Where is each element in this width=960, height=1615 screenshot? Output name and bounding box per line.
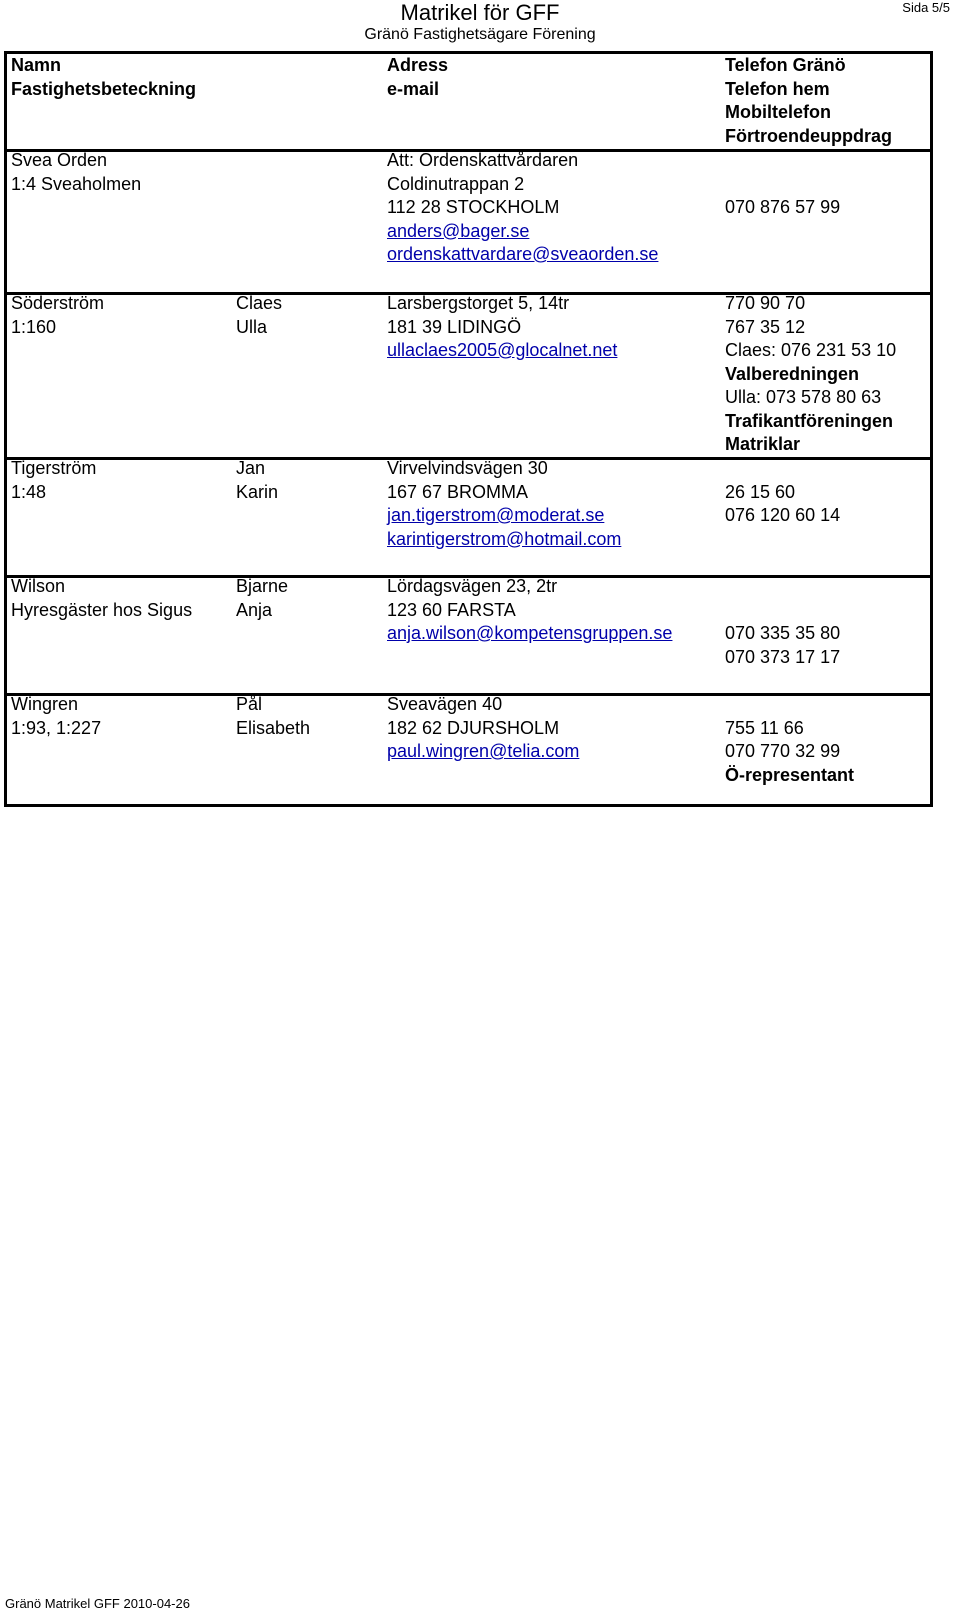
member-phone-cell	[725, 457, 840, 528]
member-address-cell	[387, 693, 579, 764]
phone-line	[725, 173, 840, 197]
member-firstname-cell	[236, 693, 310, 740]
member-surname: Svea Orden	[11, 150, 108, 170]
member-first-name: Elisabeth	[236, 717, 311, 738]
member-property: 1:4 Sveaholmen	[11, 173, 142, 194]
phone-line	[725, 599, 840, 623]
member-surname: Söderström	[11, 293, 105, 313]
phone-line: 770 90 70	[725, 293, 806, 313]
address-line: Att: Ordenskattvårdaren	[387, 150, 579, 170]
member-address-cell	[387, 292, 617, 363]
member-surname: Tigerström	[11, 458, 97, 478]
header-name-label: Namn	[11, 55, 62, 75]
member-phone-cell	[725, 292, 896, 457]
table-header-row	[7, 54, 930, 152]
table-row	[7, 457, 930, 578]
phone-line	[725, 575, 840, 599]
phone-line	[725, 693, 854, 717]
member-phone-cell	[725, 149, 840, 220]
member-phone-cell	[725, 693, 854, 787]
member-name-cell	[11, 292, 104, 339]
member-first-name: Karin	[236, 481, 279, 502]
address-line: 112 28 STOCKHOLM	[387, 197, 560, 217]
address-line: Lördagsvägen 23, 2tr	[387, 576, 558, 596]
header-phone-grano-label: Telefon Gränö	[725, 55, 846, 75]
header-address-label: Adress	[387, 55, 449, 75]
phone-line: 070 770 32 99	[725, 741, 841, 761]
member-name-cell	[11, 693, 101, 740]
phone-line	[725, 149, 840, 173]
address-line: 181 39 LIDINGÖ	[387, 316, 522, 337]
member-surname: Wingren	[11, 694, 79, 714]
column-header-address	[387, 54, 448, 101]
member-first-name: Bjarne	[236, 576, 289, 596]
phone-line: 755 11 66	[725, 717, 804, 738]
phone-line: Claes: 076 231 53 10	[725, 340, 897, 360]
phone-line: 070 876 57 99	[725, 197, 841, 217]
address-line: Sveavägen 40	[387, 694, 503, 714]
address-line: 167 67 BROMMA	[387, 481, 529, 502]
assignment-line: Valberedningen	[725, 363, 860, 384]
address-line: Larsbergstorget 5, 14tr	[387, 293, 570, 313]
address-line: 123 60 FARSTA	[387, 599, 516, 620]
member-first-name: Pål	[236, 694, 263, 714]
email-link[interactable]: anders@bager.se	[387, 220, 530, 241]
member-register-table	[4, 51, 933, 807]
email-link[interactable]: karintigerstrom@hotmail.com	[387, 528, 622, 549]
header-email-label: e-mail	[387, 78, 440, 99]
table-row	[7, 693, 930, 804]
assignment-line: Ö-representant	[725, 764, 855, 785]
member-first-name: Ulla	[236, 316, 268, 337]
member-firstname-cell	[236, 457, 278, 504]
address-line: Virvelvindsvägen 30	[387, 458, 548, 478]
page-number-label: Sida 5/5	[902, 0, 950, 15]
member-name-cell	[11, 149, 141, 196]
table-row	[7, 575, 930, 696]
email-link[interactable]: ullaclaes2005@glocalnet.net	[387, 340, 618, 360]
member-name-cell	[11, 575, 192, 622]
member-property: Hyresgäster hos Sigus	[11, 599, 193, 620]
email-link[interactable]: jan.tigerstrom@moderat.se	[387, 505, 605, 525]
member-address-cell	[387, 149, 658, 267]
email-link[interactable]: ordenskattvardare@sveaorden.se	[387, 244, 659, 264]
member-surname: Wilson	[11, 576, 66, 596]
table-row	[7, 149, 930, 295]
phone-line: 26 15 60	[725, 481, 796, 502]
phone-line: 070 335 35 80	[725, 623, 841, 643]
address-line: 182 62 DJURSHOLM	[387, 717, 560, 738]
address-line: Coldinutrappan 2	[387, 173, 525, 194]
member-firstname-cell	[236, 575, 288, 622]
member-name-cell	[11, 457, 96, 504]
member-property: 1:160	[11, 316, 57, 337]
phone-line: Ulla: 073 578 80 63	[725, 387, 882, 407]
email-link[interactable]: anja.wilson@kompetensgruppen.se	[387, 623, 673, 643]
header-phone-home-label: Telefon hem	[725, 78, 830, 99]
column-header-name	[11, 54, 196, 101]
table-row	[7, 292, 930, 460]
phone-line	[725, 457, 840, 481]
member-phone-cell	[725, 575, 840, 669]
assignment-line: Matriklar	[725, 434, 801, 454]
member-property: 1:48	[11, 481, 47, 502]
member-property: 1:93, 1:227	[11, 717, 102, 738]
member-address-cell	[387, 457, 621, 551]
phone-line: 070 373 17 17	[725, 646, 841, 667]
assignment-line: Trafikantföreningen	[725, 410, 894, 431]
header-mobile-label: Mobiltelefon	[725, 102, 831, 122]
document-subtitle: Gränö Fastighetsägare Förening	[364, 26, 596, 43]
member-firstname-cell	[236, 292, 282, 339]
document-footer: Gränö Matrikel GFF 2010-04-26	[5, 1596, 190, 1611]
member-first-name: Claes	[236, 293, 283, 313]
column-header-phone	[725, 54, 892, 148]
member-first-name: Anja	[236, 599, 273, 620]
document-title: Matrikel för GFF	[400, 0, 560, 25]
phone-line: 076 120 60 14	[725, 505, 841, 525]
member-first-name: Jan	[236, 458, 266, 478]
header-property-label: Fastighetsbeteckning	[11, 78, 197, 99]
header-assignment-label: Förtroendeuppdrag	[725, 125, 892, 146]
member-address-cell	[387, 575, 672, 646]
phone-line: 767 35 12	[725, 316, 806, 337]
email-link[interactable]: paul.wingren@telia.com	[387, 741, 580, 761]
